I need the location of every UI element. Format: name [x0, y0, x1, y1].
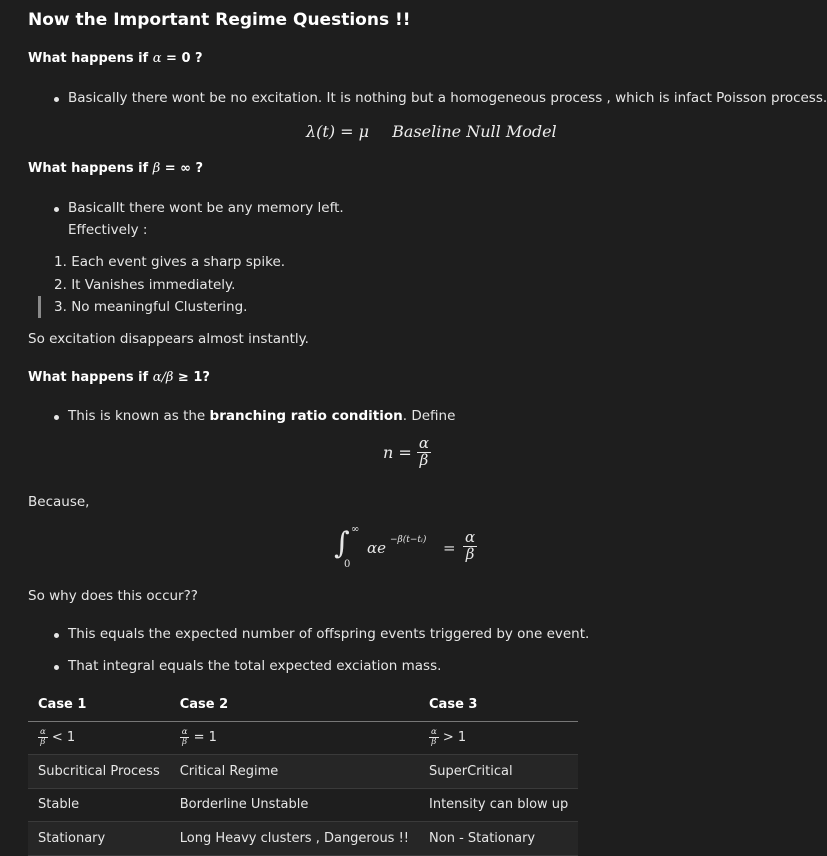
table-cell: Long Heavy clusters , Dangerous !! — [170, 822, 419, 856]
heading-beta-infinity: What happens if β = ∞ ? — [28, 161, 204, 176]
heading-alpha-zero: What happens if α = 0 ? — [28, 51, 203, 66]
table-row — [28, 788, 578, 822]
document: Now the Important Regime Questions !! What happens if α = 0 ? Basically there wont be no excitation. It is nothing but a homogeneous process , which is infact Poisson process. λ(t) = μ Baseline Null Model What happens if β = ∞ ? Basicallt there wont be any memory left. Effectively : 1. Each event gives a sharp spike. 2. It Vanishes immediately. 3. No meaningful Clustering. So excitation disappears almost instantly. What happens if α/β ≥ 1? This is known as the branching ratio condition. Define n = $\frac{\alpha}{\beta}$ Because, ∫ ∞ 0 αe −β(t−tᵢ) = $\frac{\alpha}{\beta}$ So why does this occur?? This equals the expected number of offspring events triggered by one event. That integral equals the total expected exciation mass. Case 1 Case 2 Case 3 $\frac{\alpha}{\beta}$ < 1 $\frac{\alpha}{\beta}$ = 1 $\frac{\alpha}{\beta}$ > 1 Subcritical Process Critical Regime SuperCritical Stable Borderline Unstable Intensity can blow up Stationary Long Heavy clusters , Dangerous !! Non - Stationary — [28, 0, 685, 838]
table-cell: Subcritical Process — [28, 755, 170, 789]
table-cell: SuperCritical — [419, 755, 578, 789]
cursor-bar — [38, 296, 41, 318]
table-cell: $\frac{\alpha}{\beta}$ > 1 — [419, 721, 578, 755]
list-item: 2. It Vanishes immediately. — [54, 277, 236, 293]
list-item: 3. No meaningful Clustering. — [54, 299, 248, 315]
because-text: Because, — [28, 494, 90, 510]
excitation-disappears-text: So excitation disappears almost instantly. — [28, 331, 309, 347]
table-cell: Critical Regime — [170, 755, 419, 789]
why-question-text: So why does this occur?? — [28, 588, 198, 604]
bullet-expected-offspring: This equals the expected number of offspring events triggered by one event. — [68, 626, 590, 642]
table-cell: Stable — [28, 788, 170, 822]
list-item: 1. Each event gives a sharp spike. — [54, 254, 286, 270]
table-header-case-2: Case 2 — [170, 688, 419, 721]
bullet-no-memory: Basicallt there wont be any memory left. — [68, 200, 344, 216]
table-cell: Borderline Unstable — [170, 788, 419, 822]
heading-branching-ratio: What happens if α/β ≥ 1? — [28, 370, 210, 385]
regime-table — [28, 688, 578, 856]
table-cell: Non - Stationary — [419, 822, 578, 856]
table-row — [28, 755, 578, 789]
table-row — [28, 822, 578, 856]
bullet-no-excitation: Basically there wont be no excitation. It is nothing but a homogeneous process , which is infact Poisson process. — [68, 90, 827, 106]
bullet-excitation-mass: That integral equals the total expected exciation mass. — [68, 658, 442, 674]
table-header-row — [28, 688, 578, 721]
effectively-label: Effectively : — [68, 222, 148, 238]
table-cell: Intensity can blow up — [419, 788, 578, 822]
table-cell: Stationary — [28, 822, 170, 856]
table-cell: $\frac{\alpha}{\beta}$ = 1 — [170, 721, 419, 755]
table-header-case-3: Case 3 — [419, 688, 578, 721]
page-title: Now the Important Regime Questions !! — [28, 10, 411, 30]
table-header-case-1: Case 1 — [28, 688, 170, 721]
table-cell: $\frac{\alpha}{\beta}$ < 1 — [28, 721, 170, 755]
formula-n-definition: n = $\frac{\alpha}{\beta}$ — [383, 434, 430, 469]
bullet-branching-ratio: This is known as the branching ratio condition. Define — [68, 408, 456, 424]
table-row — [28, 721, 578, 755]
formula-baseline: λ(t) = μ Baseline Null Model — [306, 122, 557, 141]
